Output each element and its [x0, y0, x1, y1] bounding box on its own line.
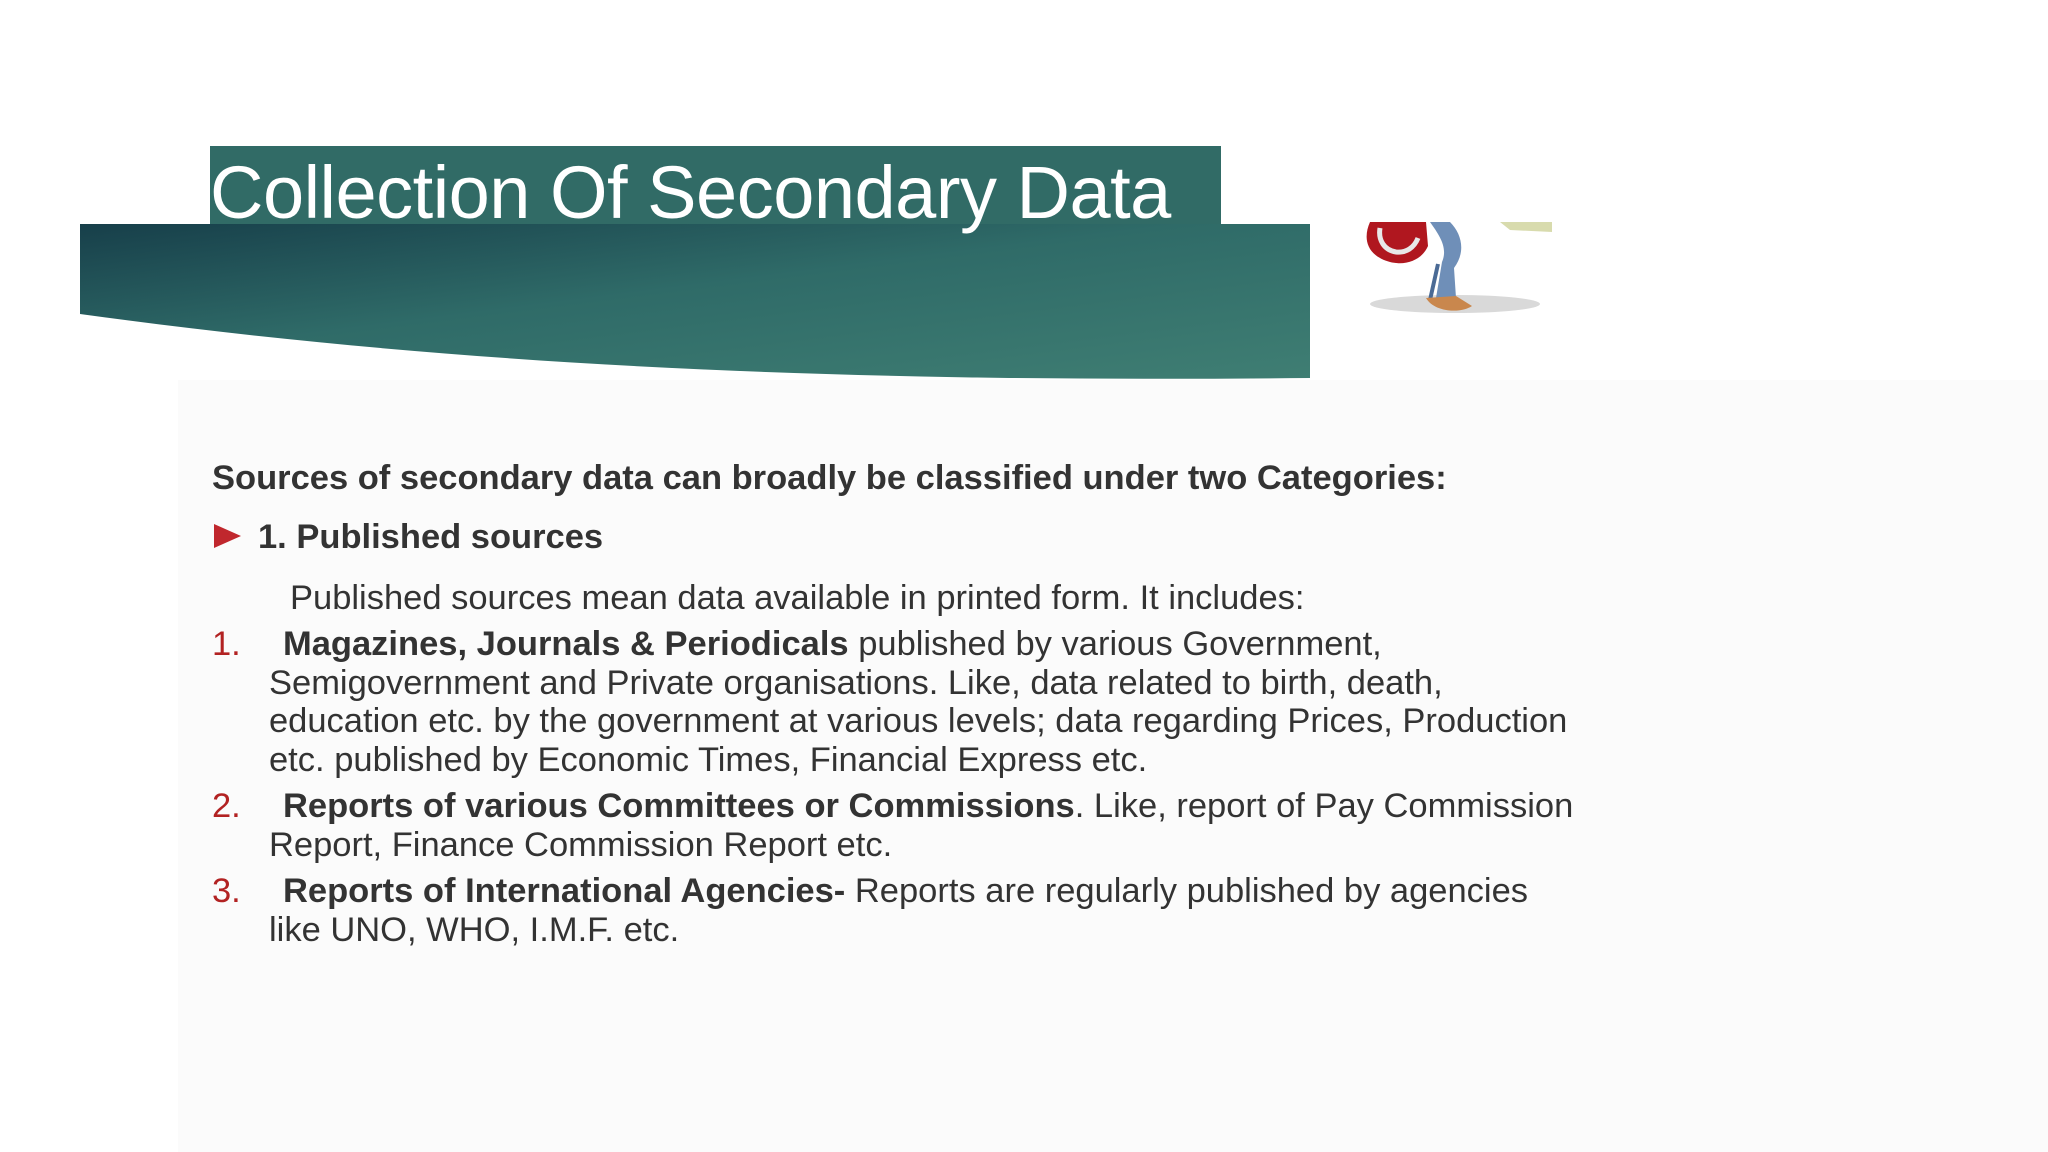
list-item-number: 3.: [212, 872, 241, 910]
list-item-line: [283, 872, 1528, 911]
list-item-number: 1.: [212, 625, 241, 663]
list-item-text: etc. published by Economic Times, Financial Express etc.: [269, 741, 1148, 779]
right-triangle-arrow-icon: [214, 524, 241, 548]
list-item-number: 2.: [212, 787, 241, 825]
list-item-line: [283, 787, 1573, 826]
list-item-text: . Like, report of Pay Commission: [1074, 787, 1574, 825]
list-item-bold-text: Reports of International Agencies-: [283, 872, 846, 910]
description-text: Published sources mean data available in printed form. It includes:: [290, 579, 1305, 617]
cartoon-figure-clipart-icon: [1330, 222, 1580, 382]
list-item-text: Semigovernment and Private organisations. Like, data related to birth, death,: [269, 664, 1443, 702]
list-item-text: education etc. by the government at various levels; data regarding Prices, Production: [269, 702, 1568, 740]
list-item-line: [283, 625, 1382, 664]
intro-text: Sources of secondary data can broadly be classified under two Categories:: [212, 459, 1447, 497]
list-item-text: like UNO, WHO, I.M.F. etc.: [269, 911, 680, 949]
list-item-text: Report, Finance Commission Report etc.: [269, 826, 893, 864]
list-item-text: published by various Government,: [848, 625, 1382, 663]
list-item-bold-text: Magazines, Journals & Periodicals: [283, 625, 849, 663]
list-item-bold-text: Reports of various Committees or Commissions: [283, 787, 1075, 825]
slide-title: Collection Of Secondary Data: [210, 151, 1171, 234]
bullet-heading: 1. Published sources: [258, 518, 604, 556]
list-item-text: Reports are regularly published by agencies: [845, 872, 1529, 910]
